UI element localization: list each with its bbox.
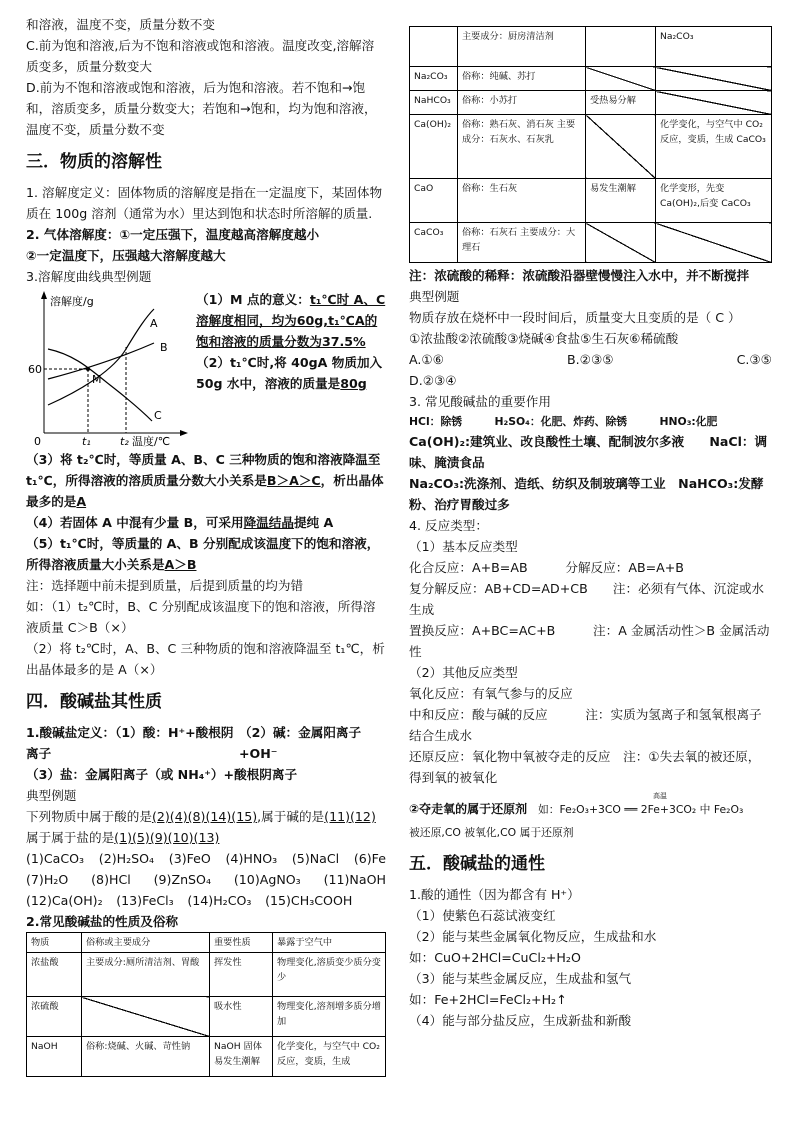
- table-header-row: [27, 933, 386, 953]
- table-row: [410, 223, 772, 263]
- example-line: 属于属于盐的是(1)(5)(9)(10)(13): [26, 830, 220, 845]
- tick-label: 0: [34, 435, 41, 447]
- question-2: （2）t₁℃时,将 40gA 物质加入50g 水中，溶液的质量是80g: [196, 355, 383, 391]
- section-title: 四．酸碱盐其性质: [26, 692, 162, 712]
- question-1: （1）M 点的意义：t₁℃时 A、C 溶解度相同，均为60g,t₁℃A的饱和溶液的质量分数为37.5%: [196, 292, 386, 349]
- section-title: 三．物质的溶解性: [26, 152, 162, 172]
- x-axis-label: 温度/℃: [132, 435, 171, 447]
- reaction-line: 中和反应：酸与碱的反应 注：实质为氢离子和氢氧根离子结合生成水: [409, 707, 762, 743]
- table-cell: 物理变化,溶质变少质分变少: [273, 953, 386, 997]
- table-cell: 物理变化,溶剂增多质分增加: [273, 997, 386, 1037]
- acid-title: 1.酸的通性（因为都含有 H⁺）: [409, 887, 580, 902]
- acid-property: （4）能与部分盐反应，生成新盐和新酸: [409, 1013, 632, 1028]
- table-cell: Na₂CO₃: [410, 67, 458, 91]
- y-axis-label: 溶解度/g: [50, 295, 94, 308]
- example-items: ①浓盐酸②浓硫酸③烧碱④食盐⑤生石灰⑥稀硫酸: [409, 331, 679, 346]
- question-5: （5）t₁℃时，等质量的 A、B 分别配成该温度下的饱和溶液，所得溶液质量大小关系是A＞B: [26, 536, 380, 572]
- left-column: [26, 14, 386, 1077]
- properties-table: [26, 932, 386, 1077]
- table-cell: 主要成分:厕所清洁剂、胃酸: [82, 953, 210, 997]
- definition-line: （3）盐：金属阳离子（或 NH₄⁺）+酸根阴离子: [26, 767, 298, 782]
- reaction-types-title: 4. 反应类型：: [409, 518, 488, 533]
- question-4: （4）若固体 A 中混有少量 B，可采用降温结晶提纯 A: [26, 515, 334, 530]
- table-cell: NaOH 固体易发生潮解: [210, 1037, 273, 1077]
- table-cell: 挥发性: [210, 953, 273, 997]
- example-options: A.①⑥ B.②③⑤ C.③⑤: [409, 352, 772, 367]
- table-row: [410, 67, 772, 91]
- table-row: [410, 27, 772, 67]
- example-title: 典型例题: [409, 289, 460, 304]
- example-title: 典型例题: [26, 788, 77, 803]
- solubility-figure: [26, 287, 386, 449]
- reaction-subtitle: （2）其他反应类型: [409, 665, 518, 680]
- chart-questions: [196, 289, 386, 394]
- reaction-line: 氧化反应：有氧气参与的反应: [409, 686, 573, 701]
- reaction-line: 还原反应：氧化物中氧被夺走的反应 注：①失去氧的被还原，得到氧的被氧化: [409, 749, 761, 785]
- curve-title: 3.溶解度曲线典型例题: [26, 269, 152, 284]
- table-row: [27, 1037, 386, 1077]
- text-line: C.前为饱和溶液,后为不饱和溶液或饱和溶液。温度改变,溶解溶质变多，质量分数变大: [26, 38, 375, 74]
- table-cell: 俗称:烧碱、火碱、苛性钠: [82, 1037, 210, 1077]
- acid-example: 如：Fe+2HCl=FeCl₂+H₂↑: [409, 992, 567, 1007]
- table-cell: NaHCO₃: [410, 91, 458, 115]
- example-line: 下列物质中属于酸的是(2)(4)(8)(14)(15),属于碱的是(11)(12): [26, 809, 376, 824]
- table-cell: 易发生潮解: [586, 179, 656, 223]
- solubility-curve-chart: [26, 287, 192, 447]
- uses-line: Ca(OH)₂:建筑业、改良酸性土壤、配制波尔多液 NaCl：调味、腌渍食品: [409, 434, 768, 470]
- table-cell: 俗称：熟石灰、消石灰 主要成分：石灰水、石灰乳: [458, 115, 586, 179]
- table-header-cell: 俗称或主要成分: [82, 933, 210, 953]
- curve-A: [48, 309, 154, 405]
- right-column: [409, 26, 772, 1031]
- table-cell-empty: [656, 223, 772, 263]
- table-cell: Na₂CO₃: [656, 27, 772, 67]
- text-line: D.前为不饱和溶液或饱和溶液，后为饱和溶液。若不饱和→饱和，溶质变多，质量分数变大；若饱和→饱和，均为饱和溶液，温度不变，质量分数不变: [26, 80, 377, 137]
- table-cell-empty: [586, 67, 656, 91]
- table-cell: [586, 27, 656, 67]
- acid-property: （3）能与某些金属反应，生成盐和氢气: [409, 971, 632, 986]
- y-axis-arrow: [41, 291, 47, 299]
- reaction-subtitle: （1）基本反应类型: [409, 539, 518, 554]
- reaction-condition: 高温: [653, 792, 667, 800]
- curve-label-C: C: [154, 409, 162, 422]
- table-cell-empty: [586, 223, 656, 263]
- table-cell: 化学变化，与空气中 CO₂反应，变质，生成 CaCO₃: [656, 115, 772, 179]
- reaction-line: 被还原,CO 被氧化,CO 属于还原剂: [409, 826, 574, 839]
- table-cell-empty: [656, 67, 772, 91]
- table-cell-empty: [82, 997, 210, 1037]
- table-row: [410, 91, 772, 115]
- question-3: （3）将 t₂℃时，等质量 A、B、C 三种物质的饱和溶液降温至 t₁℃，所得溶液的溶质质量分数大小关系是B＞A＞C，析出晶体最多的是A: [26, 452, 384, 509]
- acid-example: 如：CuO+2HCl=CuCl₂+H₂O: [409, 950, 581, 965]
- section-title: 五．酸碱盐的通性: [409, 854, 545, 874]
- substance-row: (12)Ca(OH)₂ (13)FeCl₃ (14)H₂CO₃ (15)CH₃COOH: [26, 893, 353, 908]
- curve-label-B: B: [160, 341, 168, 354]
- acid-property: （2）能与某些金属氧化物反应，生成盐和水: [409, 929, 657, 944]
- note: 如：（1）t₂℃时，B、C 分别配成该温度下的饱和溶液，所得溶液质量 C＞B（×）: [26, 599, 376, 635]
- table-cell: CaCO₃: [410, 223, 458, 263]
- table-cell: 化学变化，与空气中 CO₂反应，变质，生成: [273, 1037, 386, 1077]
- acid-property: （1）使紫色石蕊试液变红: [409, 908, 556, 923]
- point-M: [86, 367, 90, 371]
- note: 注：选择题中前未提到质量，后提到质量的均为错: [26, 578, 304, 593]
- table-cell: 受热易分解: [586, 91, 656, 115]
- table-cell: 浓硫酸: [27, 997, 82, 1037]
- tick-label: t₁: [82, 435, 91, 447]
- definition-line: 1.酸碱盐定义：（1）酸：H⁺+酸根阴离子 （2）碱：金属阳离子+OH⁻: [26, 725, 362, 761]
- note-dilution: 注：浓硫酸的稀释：浓硫酸沿器壁慢慢注入水中，并不断搅拌: [409, 268, 750, 283]
- table-cell: CaO: [410, 179, 458, 223]
- table-row: [27, 953, 386, 997]
- properties-table-continued: [409, 26, 772, 263]
- substance-row: (7)H₂O (8)HCl (9)ZnSO₄ (10)AgNO₃ (11)NaOH: [26, 872, 386, 887]
- x-axis-arrow: [180, 430, 188, 436]
- uses-title: 3. 常见酸碱盐的重要作用: [409, 394, 551, 409]
- table-cell: NaOH: [27, 1037, 82, 1077]
- table-cell: [410, 27, 458, 67]
- tick-label: 60: [28, 363, 42, 376]
- reaction-line: 置换反应：A+BC=AC+B 注：A 金属活动性＞B 金属活动性: [409, 623, 770, 659]
- substance-row: (1)CaCO₃ (2)H₂SO₄ (3)FeO (4)HNO₃ (5)NaCl (6)Fe: [26, 851, 386, 866]
- note: （2）将 t₂℃时，A、B、C 三种物质的饱和溶液降温至 t₁℃，析出晶体最多的是 A（×）: [26, 641, 385, 677]
- table-row: [27, 997, 386, 1037]
- gas-solubility-line: ②一定温度下，压强越大溶解度越大: [26, 248, 226, 263]
- example-options: D.②③④: [409, 373, 457, 388]
- table-header-cell: 暴露于空气中: [273, 933, 386, 953]
- table-cell: 浓盐酸: [27, 953, 82, 997]
- text-line: 和溶液，温度不变，质量分数不变: [26, 17, 215, 32]
- uses-line: Na₂CO₃:洗涤剂、造纸、纺织及制玻璃等工业 NaHCO₃:发酵粉、治疗胃酸过多: [409, 476, 764, 512]
- reaction-line: 化合反应：A+B=AB 分解反应：AB=A+B: [409, 560, 684, 575]
- example-question: 物质存放在烧杯中一段时间后，质量变大且变质的是（ C ）: [409, 310, 741, 325]
- table-cell: 化学变形，先变 Ca(OH)₂,后变 CaCO₃: [656, 179, 772, 223]
- tick-label: t₂: [120, 435, 129, 447]
- table-cell: 俗称：纯碱、苏打: [458, 67, 586, 91]
- table-cell: 俗称：小苏打: [458, 91, 586, 115]
- table-header-cell: 物质: [27, 933, 82, 953]
- table-cell-empty: [586, 115, 656, 179]
- gas-solubility-line: 2. 气体溶解度：①一定压强下，温度越高溶解度越小: [26, 227, 320, 242]
- table-row: [410, 179, 772, 223]
- table-cell: 俗称：生石灰: [458, 179, 586, 223]
- table-cell: 主要成分：厨房清洁剂: [458, 27, 586, 67]
- reaction-line: 复分解反应：AB+CD=AD+CB 注：必须有气体、沉淀或水生成: [409, 581, 765, 617]
- point-label-M: M: [92, 373, 102, 386]
- table-cell-empty: [656, 91, 772, 115]
- table-cell: 吸水性: [210, 997, 273, 1037]
- table-cell: 俗称：石灰石 主要成分：大理石: [458, 223, 586, 263]
- reaction-line: ②夺走氧的属于还原剂 如：Fe₂O₃+3CO ══ 2Fe+3CO₂ 中 Fe₂O₃: [409, 802, 744, 816]
- table-row: [410, 115, 772, 179]
- table-cell: Ca(OH)₂: [410, 115, 458, 179]
- solubility-definition: 1. 溶解度定义：固体物质的溶解度是指在一定温度下，某固体物质在 100g 溶剂（通常为水）里达到饱和状态时所溶解的质量.: [26, 185, 383, 221]
- curve-label-A: A: [150, 317, 158, 330]
- table-header-cell: 重要性质: [210, 933, 273, 953]
- uses-line: HCl：除锈 H₂SO₄：化肥、炸药、除锈 HNO₃:化肥: [409, 415, 718, 428]
- table-title: 2.常见酸碱盐的性质及俗称: [26, 914, 179, 929]
